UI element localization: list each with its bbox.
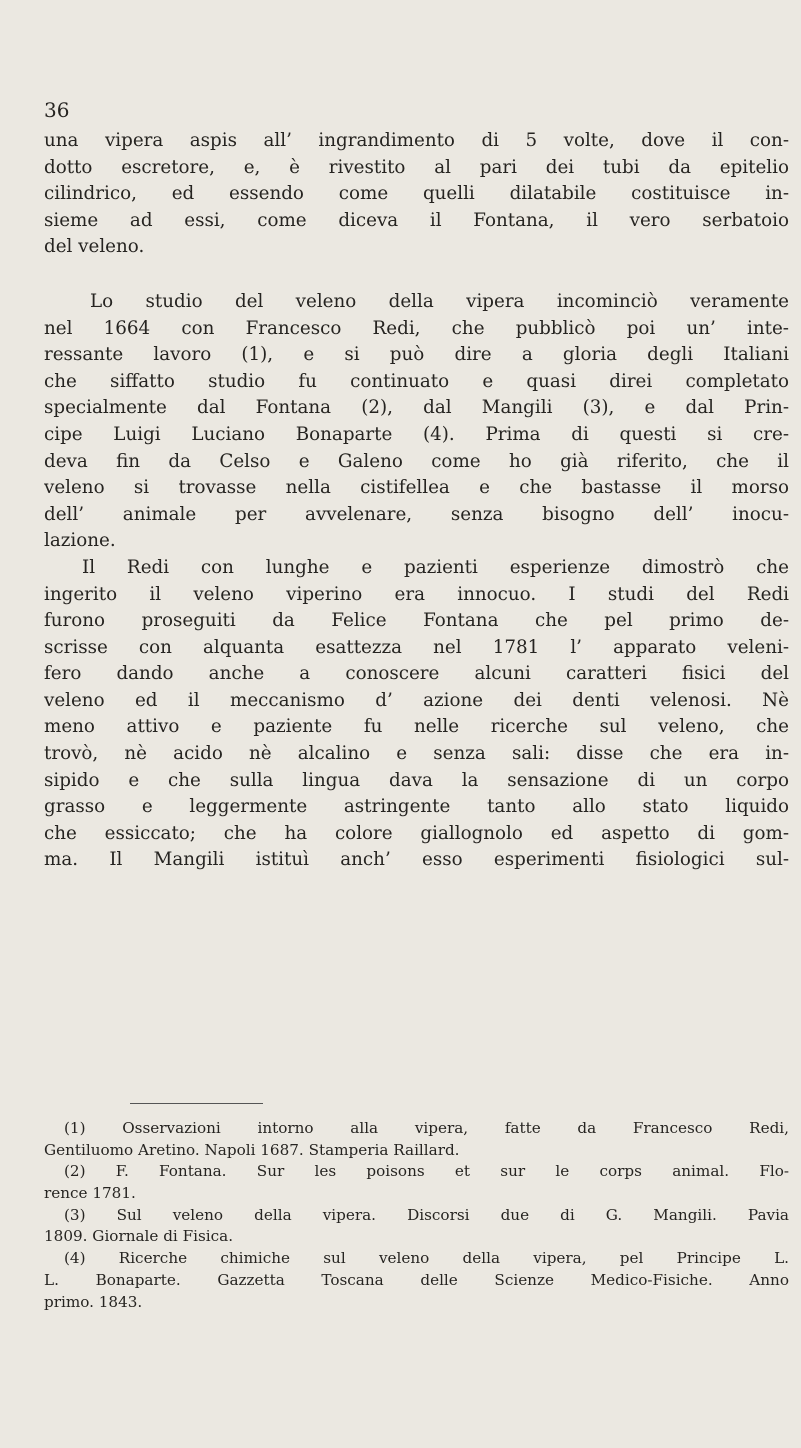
text-line: una vipera aspis all’ ingrandimento di 5 volte, dove il con-: [44, 130, 789, 151]
footnote-divider: [130, 1103, 263, 1104]
text-line: sieme ad essi, come diceva il Fontana, il vero serbatoio: [44, 209, 789, 231]
text-line: che essiccato; che ha colore giallognolo ed aspetto di gom-: [44, 822, 789, 844]
text-line: nel 1664 con Francesco Redi, che pubblicò poi un’ inte-: [44, 317, 789, 339]
text-line: ingerito il veleno viperino era innocuo. I studi del Redi: [44, 583, 789, 605]
text-line: dell’ animale per avvelenare, senza bisogno dell’ inocu-: [44, 503, 789, 525]
text-line: specialmente dal Fontana (2), dal Mangili (3), e dal Prin-: [44, 397, 789, 419]
text-line: Il Redi con lunghe e pazienti esperienze dimostrò che: [82, 556, 789, 578]
text-line: dotto escretore, e, è rivestito al pari dei tubi da epitelio: [44, 156, 789, 178]
footnote-line: L. Bonaparte. Gazzetta Toscana delle Scienze Medico-Fisiche. Anno: [44, 1270, 789, 1289]
footnote-line: 1809. Giornale di Fisica.: [44, 1227, 234, 1246]
text-line: Lo studio del veleno della vipera incominciò veramente: [90, 290, 789, 312]
text-line: scrisse con alquanta esattezza nel 1781 l’ apparato veleni-: [44, 636, 789, 658]
page-number: 36: [44, 98, 70, 122]
text-line: grasso e leggermente astringente tanto allo stato liquido: [44, 796, 789, 818]
footnote-line: (3) Sul veleno della vipera. Discorsi due di G. Mangili. Pavia: [64, 1205, 789, 1224]
text-line: fero dando anche a conoscere alcuni caratteri fisici del: [44, 663, 789, 685]
text-line: cipe Luigi Luciano Bonaparte (4). Prima di questi si cre-: [44, 423, 789, 445]
footnote-line: (2) F. Fontana. Sur les poisons et sur le corps animal. Flo-: [64, 1162, 789, 1181]
text-line: ma. Il Mangili istituì anch’ esso esperimenti fisiologici sul-: [44, 849, 789, 871]
text-line: trovò, nè acido nè alcalino e senza sali: disse che era in-: [44, 743, 789, 765]
text-line: furono proseguiti da Felice Fontana che pel primo de-: [44, 610, 789, 632]
text-line: cilindrico, ed essendo come quelli dilatabile costituisce in-: [44, 183, 789, 205]
text-line: veleno ed il meccanismo d’ azione dei denti velenosi. Nè: [44, 689, 789, 711]
text-line: veleno si trovasse nella cistifellea e che bastasse il morso: [44, 477, 789, 499]
footnote-line: (1) Osservazioni intorno alla vipera, fatte da Francesco Redi,: [64, 1119, 789, 1137]
footnote-line: Gentiluomo Aretino. Napoli 1687. Stamperia Raillard.: [44, 1140, 460, 1159]
text-line: ressante lavoro (1), e si può dire a gloria degli Italiani: [44, 344, 789, 366]
text-line: che siffatto studio fu continuato e quasi direi completato: [44, 370, 789, 392]
footnote-line: primo. 1843.: [44, 1292, 143, 1311]
footnote-line: rence 1781.: [44, 1184, 136, 1203]
text-line: del veleno.: [44, 236, 145, 258]
footnote-line: (4) Ricerche chimiche sul veleno della vipera, pel Principe L.: [64, 1249, 789, 1268]
footnotes: [44, 1118, 789, 1313]
text-line: lazione.: [44, 530, 116, 552]
text-line: meno attivo e paziente fu nelle ricerche sul veleno, che: [44, 716, 789, 738]
text-line: deva fin da Celso e Galeno come ho già riferito, che il: [44, 450, 789, 472]
text-line: sipido e che sulla lingua dava la sensazione di un corpo: [44, 769, 789, 791]
body-text: [44, 128, 789, 874]
